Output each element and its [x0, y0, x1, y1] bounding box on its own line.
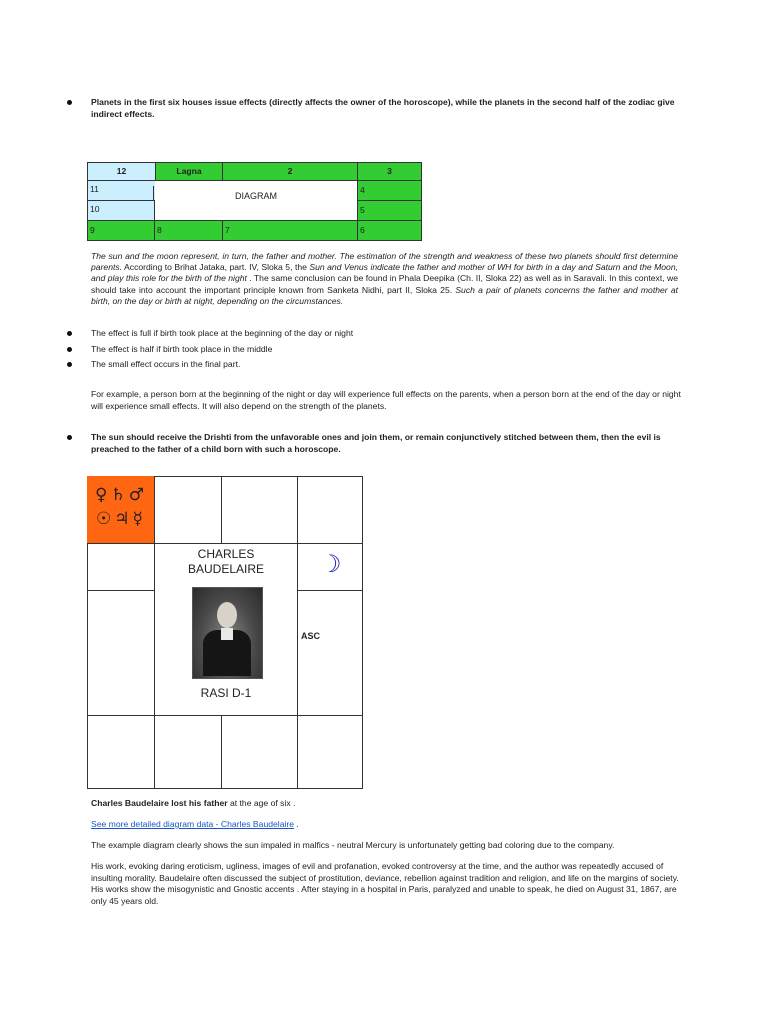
paragraph-example-diagram: The example diagram clearly shows the sun impaled in malfics - neutral Mercury is unfortunately getting bad coloring due to the company. — [91, 840, 615, 850]
house-table — [87, 162, 422, 241]
house-cell-10 — [87, 200, 155, 221]
chart-house-moon — [297, 543, 363, 591]
portrait-collar — [221, 628, 233, 640]
planet-glyphs-row2: ☉♃☿ — [96, 509, 146, 529]
chart-house — [154, 715, 222, 789]
text-italic-1: The sun and the moon represent, in turn, the father and mother. The estimation of the strength and weakness of these two planets should first determine parents. — [91, 251, 678, 273]
house-label-5: 5 — [360, 205, 365, 215]
bullet-dot — [67, 435, 72, 440]
link-line — [91, 819, 681, 831]
chart-house — [297, 476, 363, 544]
house-label-8: 8 — [157, 225, 162, 235]
rasi-label: RASI D-1 — [200, 686, 252, 700]
asc-label: ASC — [301, 631, 321, 641]
house-cell-6 — [357, 220, 422, 241]
house-label-10: 10 — [90, 204, 100, 214]
house-divider — [153, 186, 154, 201]
chart-house — [87, 715, 155, 789]
chart-house-highlighted — [87, 476, 155, 544]
bullet-text-drishti: The sun should receive the Drishti from the unfavorable ones and join them, or remain conjunctively stitched between them, then the evil is preached to the father of a child born with such a horoscope. — [91, 432, 661, 454]
text-italic-3: Such a pair of planets concerns the father and mother at birth, on the day or birth at night, depending on the circumstances. — [91, 284, 678, 306]
paragraph-parents — [91, 251, 678, 307]
link-after: . — [294, 819, 299, 829]
effect-item: The small effect occurs in the final part. — [91, 359, 241, 369]
chart-house-asc — [297, 590, 363, 716]
chart-house — [154, 476, 222, 544]
bullet-dot — [67, 347, 72, 352]
chart-name: CHARLES BAUDELAIRE — [187, 547, 265, 576]
paragraph-example: For example, a person born at the beginning of the night or day will experience full effects on the parents, when a person born at the end of the day or night will experience small effects. It will also depend on the strength of the planets. — [91, 389, 681, 411]
house-label-7: 7 — [225, 225, 230, 235]
portrait-image — [192, 587, 263, 679]
bullet-text-planets: Planets in the first six houses issue effects (directly affects the owner of the horoscope), while the planets in the second half of the zodiac give indirect effects. — [91, 97, 675, 119]
paragraph-biography: His work, evoking daring eroticism, ugliness, images of evil and profanation, evoked controversy at the time, and the author was repeatedly accused of insulting morality. Baudelaire often discussed the subject of prostitution, deviance, rebellion against tradition and religion, and life on the margins of society. His works show the misogynistic and Gnostic accents . After staying in a hospital in Paris, paralyzed and unable to speak, he died on August 31, 1867, are only 45 years old. — [91, 861, 679, 906]
rasi-chart — [87, 476, 363, 789]
chart-house — [297, 715, 363, 789]
house-header-lagna: Lagna — [155, 162, 223, 181]
chart-house — [87, 543, 155, 591]
house-label-9: 9 — [90, 225, 95, 235]
house-label-6: 6 — [360, 225, 365, 235]
house-label-4: 4 — [360, 185, 365, 195]
planet-glyphs-row1: ♀♄♂ — [95, 485, 147, 505]
house-cell-4 — [357, 180, 422, 201]
chart-center — [154, 543, 298, 716]
effect-item: The effect is half if birth took place in the middle — [91, 344, 273, 354]
caption-bold: Charles Baudelaire lost his father — [91, 798, 228, 808]
caption-rest: at the age of six . — [227, 798, 296, 808]
house-center-diagram: DIAGRAM — [234, 191, 277, 201]
text-plain-2: . The same conclusion can be found in Phala Deepika (Ch. II, Sloka 22) as well as in Saravali. In this context, we should take into account the important principle known from Sanketa Nidhi, part II, Sloka 25. — [91, 273, 678, 295]
text-plain-1: According to Brihat Jataka, part. IV, Sloka 5, the — [122, 262, 310, 273]
house-label-11: 11 — [90, 184, 99, 194]
house-cell-9 — [87, 220, 155, 241]
house-cell-8 — [154, 220, 223, 241]
bullet-dot — [67, 362, 72, 367]
bullet-dot — [67, 331, 72, 336]
effect-item: The effect is full if birth took place at the beginning of the day or night — [91, 328, 354, 338]
text-italic-2: Sun and Venus indicate the father and mother of WH for birth in a day and Saturn and the Moon, and play this role for the birth of the night — [91, 262, 678, 284]
house-cell-5 — [357, 200, 422, 221]
portrait-face — [217, 602, 237, 628]
house-header-2: 2 — [222, 162, 358, 181]
moon-icon: ☽ — [320, 550, 342, 578]
bullet-dot — [67, 100, 72, 105]
chart-house — [87, 590, 155, 716]
baudelaire-diagram-link[interactable]: See more detailed diagram data - Charles Baudelaire — [91, 819, 295, 829]
chart-house — [221, 715, 298, 789]
house-header-3: 3 — [357, 162, 422, 181]
house-cell-7 — [222, 220, 358, 241]
house-cell-11 — [87, 180, 155, 201]
house-header-12: 12 — [87, 162, 156, 181]
chart-house — [221, 476, 298, 544]
caption — [91, 798, 681, 810]
